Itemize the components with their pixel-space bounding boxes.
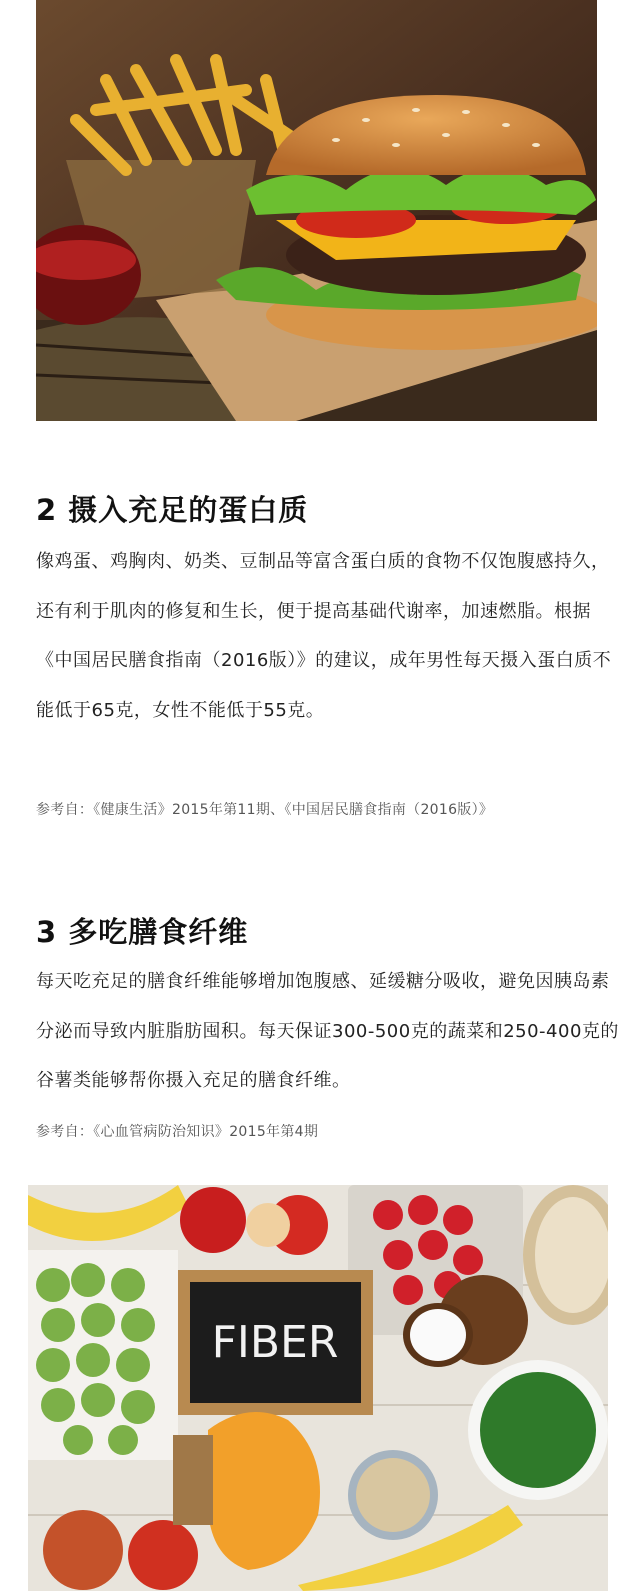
- section-2-reference: 参考自：《健康生活》2015年第11期、《中国居民膳食指南（2016版）》: [36, 802, 494, 818]
- chalkboard-text: FIBER: [211, 1317, 339, 1368]
- burger-fries-photo: [36, 0, 597, 421]
- section-2-body: 像鸡蛋、鸡胸肉、奶类、豆制品等富含蛋白质的食物不仅饱腹感持久，还有利于肌肉的修复和生长，便于提高基础代谢率，加速燃脂。根据《中国居民膳食指南（2016版）》的建议，成年男性每天摄入蛋白质不能低于65克，女性不能低于55克。: [36, 551, 612, 721]
- section-3-title: 3 多吃膳食纤维: [36, 915, 249, 949]
- section-3-reference: 参考自：《心血管病防治知识》2015年第4期: [36, 1124, 319, 1140]
- fiber-foods-photo: [28, 1185, 608, 1591]
- section-2-title: 2 摄入充足的蛋白质: [36, 493, 309, 527]
- section-3-body: 每天吃充足的膳食纤维能够增加饱腹感、延缓糖分吸收，避免因胰岛素分泌而导致内脏脂肪囤积。每天保证300-500克的蔬菜和250-400克的谷薯类能够帮你摄入充足的膳食纤维。: [36, 971, 619, 1091]
